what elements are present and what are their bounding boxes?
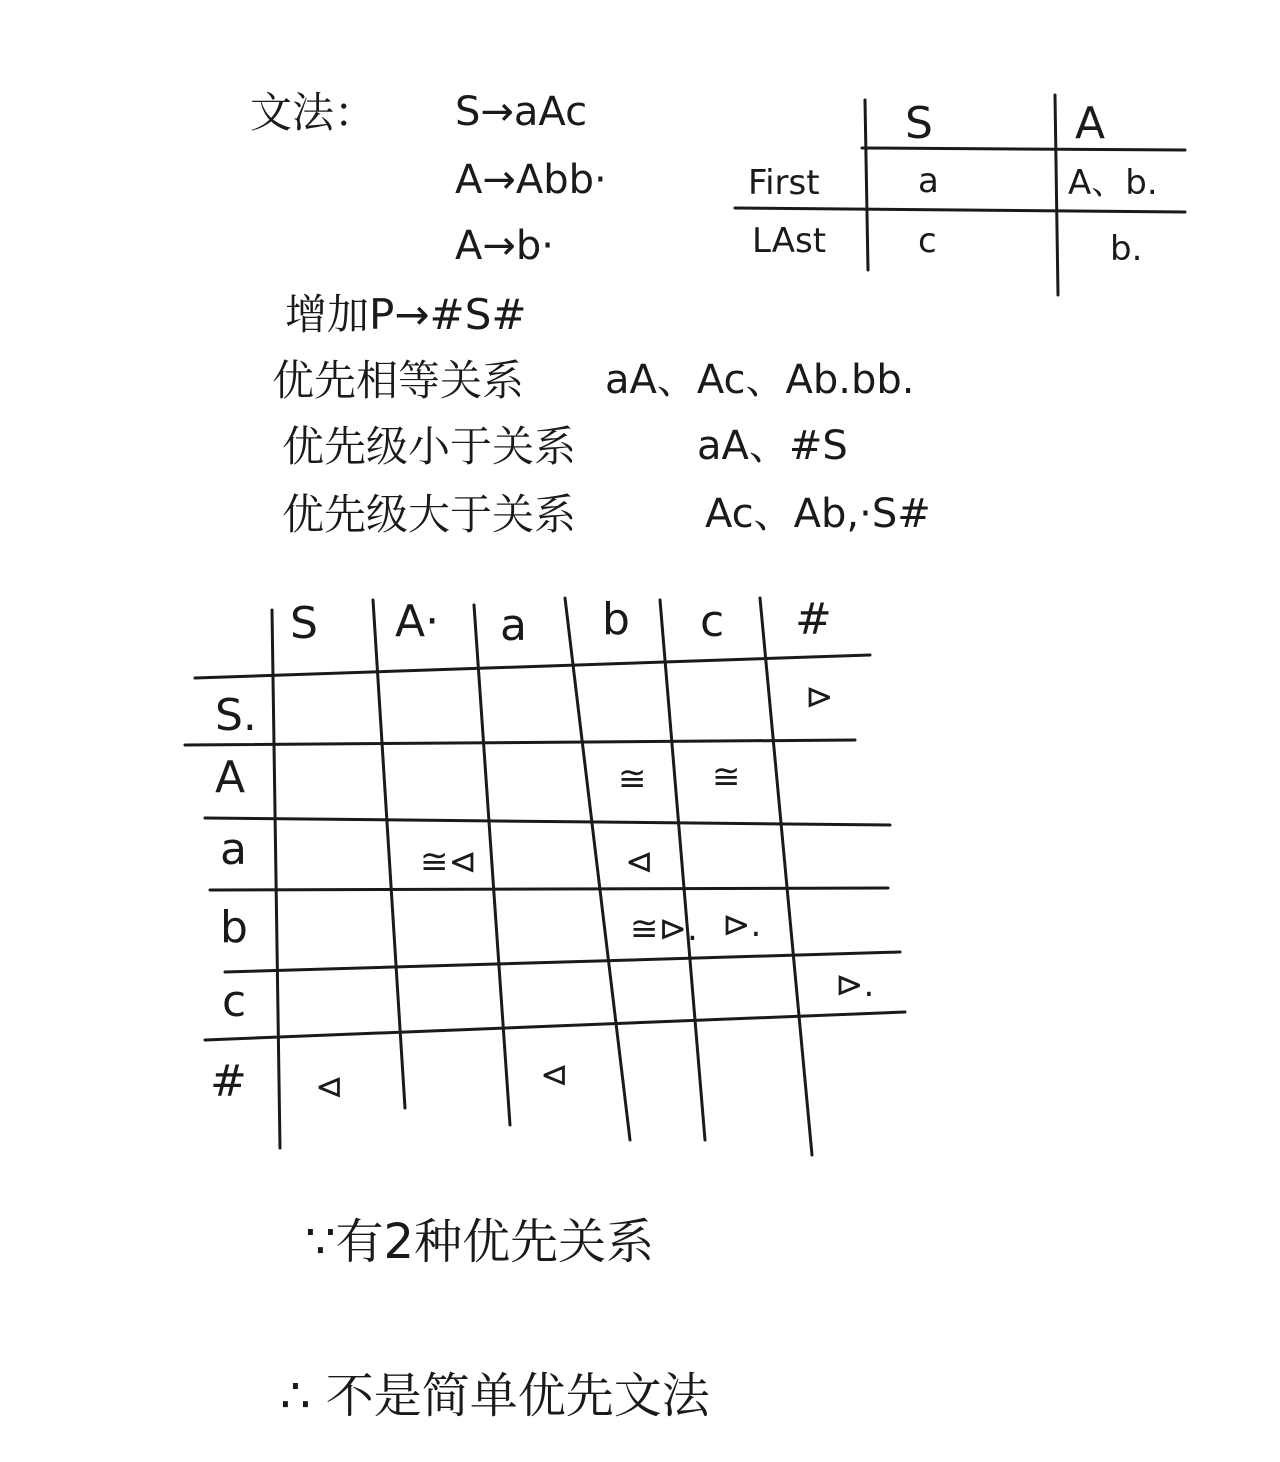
- grammar-rule-2: A→Abb·: [455, 157, 607, 203]
- matrix-row-S: S.: [215, 690, 257, 741]
- matrix-row-b: b: [220, 902, 248, 953]
- matrix-cell-a-b: ⊲: [625, 842, 654, 882]
- conclusion-therefore: ∴ 不是简单优先文法: [280, 1368, 710, 1424]
- last-A-value: b.: [1110, 229, 1143, 269]
- matrix-row-c: c: [222, 976, 247, 1027]
- grammar-label: 文法：: [250, 88, 377, 137]
- relation-equal-value: aA、Ac、Ab.bb.: [605, 357, 915, 403]
- matrix-cell-a-A: ≅⊲: [420, 842, 477, 882]
- matrix-cell-b-b: ≅⊳.: [630, 909, 698, 949]
- first-row-label: First: [748, 163, 820, 203]
- matrix-cell-c-hash: ⊳.: [835, 965, 875, 1005]
- matrix-cell-A-c: ≅: [712, 757, 741, 797]
- last-S-value: c: [918, 221, 937, 261]
- matrix-col-a: a: [500, 600, 527, 651]
- matrix-col-hash: #: [795, 594, 832, 645]
- grammar-rule-1: S→aAc: [455, 89, 588, 135]
- grammar-rule-3: A→b·: [455, 223, 554, 269]
- matrix-cell-S-hash: ⊳: [805, 677, 834, 717]
- matrix-cell-hash-a: ⊲: [540, 1055, 569, 1095]
- matrix-cell-A-b: ≅: [618, 759, 647, 799]
- matrix-col-S: S: [290, 598, 318, 649]
- matrix-row-A: A: [215, 752, 246, 803]
- relation-greater-value: Ac、Ab,·S#: [705, 491, 931, 537]
- first-A-value: A、b.: [1068, 163, 1158, 203]
- matrix-cell-b-c: ⊳.: [722, 905, 762, 945]
- first-S-value: a: [918, 161, 939, 201]
- matrix-row-hash: #: [210, 1056, 247, 1107]
- relation-less-label: 优先级小于关系: [282, 422, 577, 471]
- conclusion-because: ∵有2种优先关系: [305, 1214, 655, 1270]
- augment-rule: 增加P→#S#: [285, 290, 527, 339]
- relation-equal-label: 优先相等关系: [272, 356, 525, 405]
- relation-greater-label: 优先级大于关系: [282, 490, 577, 539]
- matrix-col-c: c: [700, 596, 725, 647]
- matrix-col-b: b: [602, 594, 630, 645]
- matrix-col-A: A·: [395, 596, 440, 647]
- first-last-col-A: A: [1075, 98, 1106, 149]
- matrix-cell-hash-S: ⊲: [315, 1067, 344, 1107]
- first-last-col-S: S: [905, 98, 933, 149]
- matrix-row-a: a: [220, 824, 247, 875]
- relation-less-value: aA、#S: [697, 423, 848, 469]
- last-row-label: LAst: [752, 221, 827, 261]
